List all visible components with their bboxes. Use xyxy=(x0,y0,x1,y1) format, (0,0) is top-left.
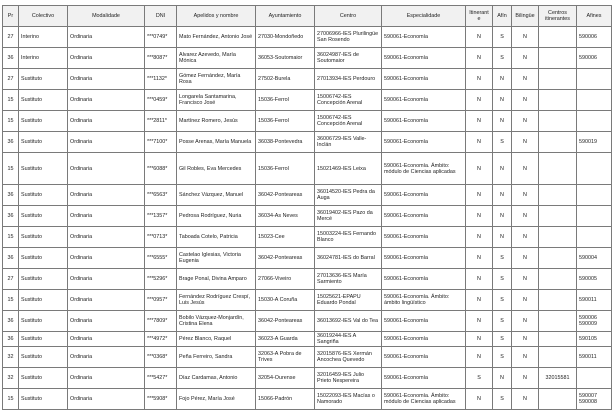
cell-centros-itinerantes xyxy=(539,90,577,111)
cell-centros-itinerantes xyxy=(539,227,577,248)
cell-dni: ***1357* xyxy=(145,206,177,227)
cell-modalidade: Ordinaria xyxy=(68,48,145,69)
cell-afines xyxy=(577,248,612,269)
cell-itinerante: N xyxy=(466,153,493,185)
cell-nombre: Bobilo Vázquez-Monjardín, Cristina Elena xyxy=(177,311,256,332)
cell-centro: 15021469-IES Leixa xyxy=(315,153,382,185)
cell-colectivo: Sustituto xyxy=(19,227,68,248)
afin-code: 590019 xyxy=(579,139,597,145)
cell-bilingue: N xyxy=(512,227,539,248)
cell-modalidade: Ordinaria xyxy=(68,368,145,389)
cell-bilingue: N xyxy=(512,90,539,111)
header-ayuntamiento: Ayuntamiento xyxy=(256,6,315,27)
cell-modalidade: Ordinaria xyxy=(68,132,145,153)
cell-afin: N xyxy=(493,69,512,90)
header-colectivo: Colectivo xyxy=(19,6,68,27)
header-itinerante: Itinerante xyxy=(466,6,493,27)
cell-dni: ***0749* xyxy=(145,27,177,48)
cell-pr: 27 xyxy=(3,27,19,48)
afin-code: 590004 xyxy=(579,255,597,261)
cell-nombre: Peña Ferreiro, Sandra xyxy=(177,347,256,368)
cell-colectivo: Sustituto xyxy=(19,368,68,389)
cell-pr: 15 xyxy=(3,290,19,311)
table-row xyxy=(3,368,612,389)
cell-centros-itinerantes: 32015581 xyxy=(539,368,577,389)
table-row xyxy=(3,69,612,90)
cell-dni: ***6563* xyxy=(145,185,177,206)
cell-nombre: Gil Robles, Eva Mercedes xyxy=(177,153,256,185)
cell-ayuntamiento: 27030-Mondoñedo xyxy=(256,27,315,48)
cell-bilingue: N xyxy=(512,269,539,290)
cell-especialidade: 590061-Economía xyxy=(382,347,466,368)
cell-pr: 15 xyxy=(3,153,19,185)
cell-itinerante: N xyxy=(466,90,493,111)
cell-pr: 15 xyxy=(3,90,19,111)
cell-pr: 32 xyxy=(3,347,19,368)
afin-code: 590011 xyxy=(579,297,597,303)
cell-itinerante: N xyxy=(466,185,493,206)
cell-bilingue: N xyxy=(512,389,539,410)
afin-code: 590005 xyxy=(579,276,597,282)
cell-centro: 15025621-EPAPU Eduardo Pondal xyxy=(315,290,382,311)
cell-itinerante: N xyxy=(466,290,493,311)
cell-ayuntamiento: 36053-Soutomaior xyxy=(256,48,315,69)
cell-especialidade: 590061-Economía. Ámbito: módulo de Ciencias aplicadas xyxy=(382,389,466,410)
cell-ayuntamiento: 36042-Ponteareas xyxy=(256,248,315,269)
cell-afines xyxy=(577,269,612,290)
cell-centros-itinerantes xyxy=(539,347,577,368)
cell-pr: 36 xyxy=(3,206,19,227)
cell-afin: S xyxy=(493,332,512,347)
cell-itinerante: N xyxy=(466,27,493,48)
table-row xyxy=(3,111,612,132)
cell-pr: 27 xyxy=(3,69,19,90)
cell-itinerante: N xyxy=(466,332,493,347)
cell-colectivo: Sustituto xyxy=(19,248,68,269)
header-especialidade: Especialidade xyxy=(382,6,466,27)
cell-dni: ***0957* xyxy=(145,290,177,311)
cell-colectivo: Sustituto xyxy=(19,332,68,347)
cell-bilingue: N xyxy=(512,185,539,206)
cell-dni: ***5427* xyxy=(145,368,177,389)
cell-ayuntamiento: 15023-Cee xyxy=(256,227,315,248)
cell-dni: ***4972* xyxy=(145,332,177,347)
cell-bilingue: N xyxy=(512,132,539,153)
cell-ayuntamiento: 15066-Padrón xyxy=(256,389,315,410)
cell-nombre: Pérez Blanco, Raquel xyxy=(177,332,256,347)
cell-itinerante: N xyxy=(466,132,493,153)
cell-pr: 15 xyxy=(3,111,19,132)
cell-especialidade: 590061-Economía xyxy=(382,27,466,48)
cell-centro: 36014520-IES Pedra da Auga xyxy=(315,185,382,206)
cell-nombre: Alvarez Azevedo, María Mónica xyxy=(177,48,256,69)
cell-especialidade: 590061-Economía. Ámbito: ámbito lingüístico xyxy=(382,290,466,311)
cell-afin: S xyxy=(493,48,512,69)
cell-centro: 32016459-IES Julio Prieto Nespereira xyxy=(315,368,382,389)
cell-afines xyxy=(577,185,612,206)
cell-bilingue: N xyxy=(512,368,539,389)
cell-modalidade: Ordinaria xyxy=(68,69,145,90)
cell-itinerante: N xyxy=(466,111,493,132)
cell-nombre: Fojo Pérez, María José xyxy=(177,389,256,410)
cell-afin: S xyxy=(493,389,512,410)
cell-afin: S xyxy=(493,27,512,48)
cell-centros-itinerantes xyxy=(539,132,577,153)
cell-afin: S xyxy=(493,248,512,269)
cell-colectivo: Sustituto xyxy=(19,111,68,132)
cell-afines xyxy=(577,132,612,153)
afin-code: 590011 xyxy=(579,354,597,360)
afin-code: 590006 xyxy=(579,55,597,61)
cell-colectivo: Sustituto xyxy=(19,69,68,90)
cell-bilingue: N xyxy=(512,27,539,48)
afin-code: 590008 xyxy=(579,399,597,405)
cell-bilingue: N xyxy=(512,153,539,185)
header-afin: Afín xyxy=(493,6,512,27)
assignments-table xyxy=(2,5,612,410)
cell-modalidade: Ordinaria xyxy=(68,27,145,48)
cell-ayuntamiento: 36042-Ponteareas xyxy=(256,311,315,332)
table-row xyxy=(3,48,612,69)
cell-nombre: Castelao Iglesias, Victoria Eugenia xyxy=(177,248,256,269)
cell-modalidade: Ordinaria xyxy=(68,269,145,290)
cell-ayuntamiento: 27502-Burela xyxy=(256,69,315,90)
cell-ayuntamiento: 15036-Ferrol xyxy=(256,90,315,111)
cell-afin: S xyxy=(493,311,512,332)
cell-colectivo: Interino xyxy=(19,27,68,48)
cell-afin: N xyxy=(493,90,512,111)
cell-modalidade: Ordinaria xyxy=(68,248,145,269)
cell-centros-itinerantes xyxy=(539,332,577,347)
table-row xyxy=(3,311,612,332)
table-row xyxy=(3,227,612,248)
table-row xyxy=(3,290,612,311)
cell-centro: 27006966-IES Plurilingüe San Rosendo xyxy=(315,27,382,48)
cell-ayuntamiento: 32054-Ourense xyxy=(256,368,315,389)
cell-nombre: Mato Fernández, Antonio José xyxy=(177,27,256,48)
cell-itinerante: N xyxy=(466,311,493,332)
cell-dni: ***7100* xyxy=(145,132,177,153)
cell-itinerante: N xyxy=(466,347,493,368)
cell-pr: 36 xyxy=(3,311,19,332)
cell-colectivo: Interino xyxy=(19,48,68,69)
cell-afines xyxy=(577,111,612,132)
cell-afin: N xyxy=(493,368,512,389)
afin-code: 590009 xyxy=(579,321,597,327)
cell-colectivo: Sustituto xyxy=(19,206,68,227)
cell-especialidade: 590061-Economía xyxy=(382,206,466,227)
cell-centro: 27013636-IES María Sarmiento xyxy=(315,269,382,290)
cell-colectivo: Sustituto xyxy=(19,132,68,153)
cell-nombre: Brage Ponal, Divina Amparo xyxy=(177,269,256,290)
cell-afin: S xyxy=(493,347,512,368)
cell-bilingue: N xyxy=(512,290,539,311)
cell-nombre: Martínez Romero, Jesús xyxy=(177,111,256,132)
cell-dni: ***0713* xyxy=(145,227,177,248)
cell-pr: 15 xyxy=(3,389,19,410)
cell-afin: N xyxy=(493,206,512,227)
cell-dni: ***7809* xyxy=(145,311,177,332)
cell-itinerante: N xyxy=(466,48,493,69)
cell-nombre: Taboada Cotelo, Patricia xyxy=(177,227,256,248)
cell-afines xyxy=(577,90,612,111)
cell-centro: 27013934-IES Perdouro xyxy=(315,69,382,90)
cell-dni: ***5296* xyxy=(145,269,177,290)
cell-centros-itinerantes xyxy=(539,27,577,48)
cell-ayuntamiento: 36034-As Neves xyxy=(256,206,315,227)
header-row xyxy=(3,6,612,27)
cell-pr: 36 xyxy=(3,248,19,269)
cell-centros-itinerantes xyxy=(539,69,577,90)
cell-modalidade: Ordinaria xyxy=(68,90,145,111)
cell-afines xyxy=(577,332,612,347)
cell-modalidade: Ordinaria xyxy=(68,111,145,132)
cell-afines xyxy=(577,27,612,48)
cell-centro: 36006729-IES Valle-Inclán xyxy=(315,132,382,153)
cell-centros-itinerantes xyxy=(539,311,577,332)
cell-ayuntamiento: 15036-Ferrol xyxy=(256,111,315,132)
cell-bilingue: N xyxy=(512,347,539,368)
cell-afines xyxy=(577,206,612,227)
header-afines: Afines xyxy=(577,6,612,27)
cell-ayuntamiento: 36023-A Guarda xyxy=(256,332,315,347)
cell-pr: 15 xyxy=(3,227,19,248)
cell-modalidade: Ordinaria xyxy=(68,347,145,368)
cell-centro: 36019402-IES Pazo da Mercé xyxy=(315,206,382,227)
cell-especialidade: 590061-Economía xyxy=(382,248,466,269)
cell-afines xyxy=(577,311,612,332)
table-row xyxy=(3,206,612,227)
cell-pr: 32 xyxy=(3,368,19,389)
cell-pr: 27 xyxy=(3,269,19,290)
cell-bilingue: N xyxy=(512,206,539,227)
cell-afines xyxy=(577,153,612,185)
cell-dni: ***2811* xyxy=(145,111,177,132)
cell-centro: 36024987-IES de Soutomaior xyxy=(315,48,382,69)
cell-nombre: Gómez Fernández, María Rosa xyxy=(177,69,256,90)
cell-especialidade: 590061-Economía xyxy=(382,132,466,153)
cell-dni: ***6088* xyxy=(145,153,177,185)
table-body xyxy=(3,27,612,410)
cell-bilingue: N xyxy=(512,48,539,69)
cell-bilingue: N xyxy=(512,69,539,90)
header-pr: Pr xyxy=(3,6,19,27)
header-nombre: Apelidos y nombre xyxy=(177,6,256,27)
cell-afin: N xyxy=(493,185,512,206)
cell-especialidade: 590061-Economía xyxy=(382,368,466,389)
cell-especialidade: 590061-Economía xyxy=(382,48,466,69)
cell-afines xyxy=(577,347,612,368)
cell-centro: 36024781-IES do Barral xyxy=(315,248,382,269)
cell-especialidade: 590061-Economía xyxy=(382,185,466,206)
cell-centro: 36019244-IES A Sangriña xyxy=(315,332,382,347)
cell-pr: 36 xyxy=(3,185,19,206)
cell-afin: S xyxy=(493,290,512,311)
cell-colectivo: Sustituto xyxy=(19,347,68,368)
cell-dni: ***0368* xyxy=(145,347,177,368)
table-row xyxy=(3,389,612,410)
cell-itinerante: N xyxy=(466,69,493,90)
cell-itinerante: N xyxy=(466,389,493,410)
afin-code: 590006 xyxy=(579,315,597,321)
cell-bilingue: N xyxy=(512,311,539,332)
cell-nombre: Longarela Santamarina, Francisco José xyxy=(177,90,256,111)
cell-afines xyxy=(577,48,612,69)
cell-centros-itinerantes xyxy=(539,48,577,69)
cell-itinerante: N xyxy=(466,227,493,248)
table-row xyxy=(3,248,612,269)
cell-modalidade: Ordinaria xyxy=(68,332,145,347)
cell-nombre: Fernández Rodríguez Crespí, Luis Jesús xyxy=(177,290,256,311)
cell-nombre: Díaz Cardamas, Antonio xyxy=(177,368,256,389)
cell-afines xyxy=(577,368,612,389)
cell-bilingue: N xyxy=(512,248,539,269)
table-row xyxy=(3,153,612,185)
cell-pr: 36 xyxy=(3,132,19,153)
cell-colectivo: Sustituto xyxy=(19,269,68,290)
assignments-sheet xyxy=(2,5,611,410)
cell-nombre: Posse Arenas, María Manuela xyxy=(177,132,256,153)
cell-bilingue: N xyxy=(512,111,539,132)
cell-modalidade: Ordinaria xyxy=(68,389,145,410)
cell-afines xyxy=(577,389,612,410)
cell-colectivo: Sustituto xyxy=(19,90,68,111)
cell-pr: 36 xyxy=(3,48,19,69)
cell-colectivo: Sustituto xyxy=(19,153,68,185)
table-row xyxy=(3,27,612,48)
cell-centro: 15006742-IES Concepción Arenal xyxy=(315,111,382,132)
cell-centros-itinerantes xyxy=(539,389,577,410)
cell-especialidade: 590061-Economía xyxy=(382,69,466,90)
cell-centros-itinerantes xyxy=(539,290,577,311)
header-bilingue: Bilingüe xyxy=(512,6,539,27)
table-row xyxy=(3,185,612,206)
cell-colectivo: Sustituto xyxy=(19,389,68,410)
cell-centros-itinerantes xyxy=(539,153,577,185)
header-modalidade: Modalidade xyxy=(68,6,145,27)
cell-itinerante: S xyxy=(466,368,493,389)
cell-especialidade: 590061-Economía xyxy=(382,90,466,111)
header-dni: DNI xyxy=(145,6,177,27)
cell-especialidade: 590061-Economía. Ámbito: módulo de Ciencias aplicadas xyxy=(382,153,466,185)
cell-ayuntamiento: 15036-Ferrol xyxy=(256,153,315,185)
header-centros-itinerantes: Centros itinerantes xyxy=(539,6,577,27)
cell-afines xyxy=(577,290,612,311)
cell-modalidade: Ordinaria xyxy=(68,185,145,206)
cell-especialidade: 590061-Economía xyxy=(382,111,466,132)
cell-afines xyxy=(577,227,612,248)
header-centro: Centro xyxy=(315,6,382,27)
table-row xyxy=(3,132,612,153)
cell-modalidade: Ordinaria xyxy=(68,290,145,311)
cell-afin: N xyxy=(493,153,512,185)
cell-itinerante: N xyxy=(466,206,493,227)
cell-especialidade: 590061-Economía xyxy=(382,227,466,248)
cell-centro: 15003224-IES Fernando Blanco xyxy=(315,227,382,248)
cell-centros-itinerantes xyxy=(539,185,577,206)
afin-code: 590105 xyxy=(579,336,597,342)
cell-especialidade: 590061-Economía xyxy=(382,332,466,347)
cell-afin: N xyxy=(493,111,512,132)
cell-especialidade: 590061-Economía xyxy=(382,311,466,332)
cell-centros-itinerantes xyxy=(539,248,577,269)
afin-code: 590006 xyxy=(579,34,597,40)
table-row xyxy=(3,347,612,368)
cell-centros-itinerantes xyxy=(539,269,577,290)
cell-dni: ***5908* xyxy=(145,389,177,410)
cell-nombre: Sánchez Vázquez, Manuel xyxy=(177,185,256,206)
cell-centro: 36013692-IES Val do Tea xyxy=(315,311,382,332)
cell-colectivo: Sustituto xyxy=(19,185,68,206)
cell-modalidade: Ordinaria xyxy=(68,206,145,227)
cell-afines xyxy=(577,69,612,90)
cell-centros-itinerantes xyxy=(539,206,577,227)
cell-centro: 15022093-IES Macías o Namorado xyxy=(315,389,382,410)
cell-itinerante: N xyxy=(466,269,493,290)
cell-bilingue: N xyxy=(512,332,539,347)
cell-dni: ***1132* xyxy=(145,69,177,90)
cell-ayuntamiento: 36038-Pontevedra xyxy=(256,132,315,153)
cell-dni: ***0459* xyxy=(145,90,177,111)
cell-afin: N xyxy=(493,227,512,248)
cell-dni: ***8087* xyxy=(145,48,177,69)
cell-colectivo: Sustituto xyxy=(19,290,68,311)
cell-nombre: Pedrosa Rodríguez, Nuria xyxy=(177,206,256,227)
cell-ayuntamiento: 36042-Ponteareas xyxy=(256,185,315,206)
cell-afin: S xyxy=(493,132,512,153)
cell-dni: ***6555* xyxy=(145,248,177,269)
cell-modalidade: Ordinaria xyxy=(68,153,145,185)
cell-modalidade: Ordinaria xyxy=(68,227,145,248)
cell-centro: 32015876-IES Xermán Ancochea Quevedo xyxy=(315,347,382,368)
cell-afin: S xyxy=(493,269,512,290)
cell-ayuntamiento: 15030-A Coruña xyxy=(256,290,315,311)
cell-pr: 36 xyxy=(3,332,19,347)
cell-ayuntamiento: 32063-A Pobra de Trives xyxy=(256,347,315,368)
cell-itinerante: N xyxy=(466,248,493,269)
cell-especialidade: 590061-Economía xyxy=(382,269,466,290)
cell-centro: 15006742-IES Concepción Arenal xyxy=(315,90,382,111)
table-row xyxy=(3,269,612,290)
cell-centros-itinerantes xyxy=(539,111,577,132)
cell-ayuntamiento: 27066-Viveiro xyxy=(256,269,315,290)
table-row xyxy=(3,332,612,347)
cell-modalidade: Ordinaria xyxy=(68,311,145,332)
table-row xyxy=(3,90,612,111)
afin-code: 590007 xyxy=(579,393,597,399)
cell-colectivo: Sustituto xyxy=(19,311,68,332)
